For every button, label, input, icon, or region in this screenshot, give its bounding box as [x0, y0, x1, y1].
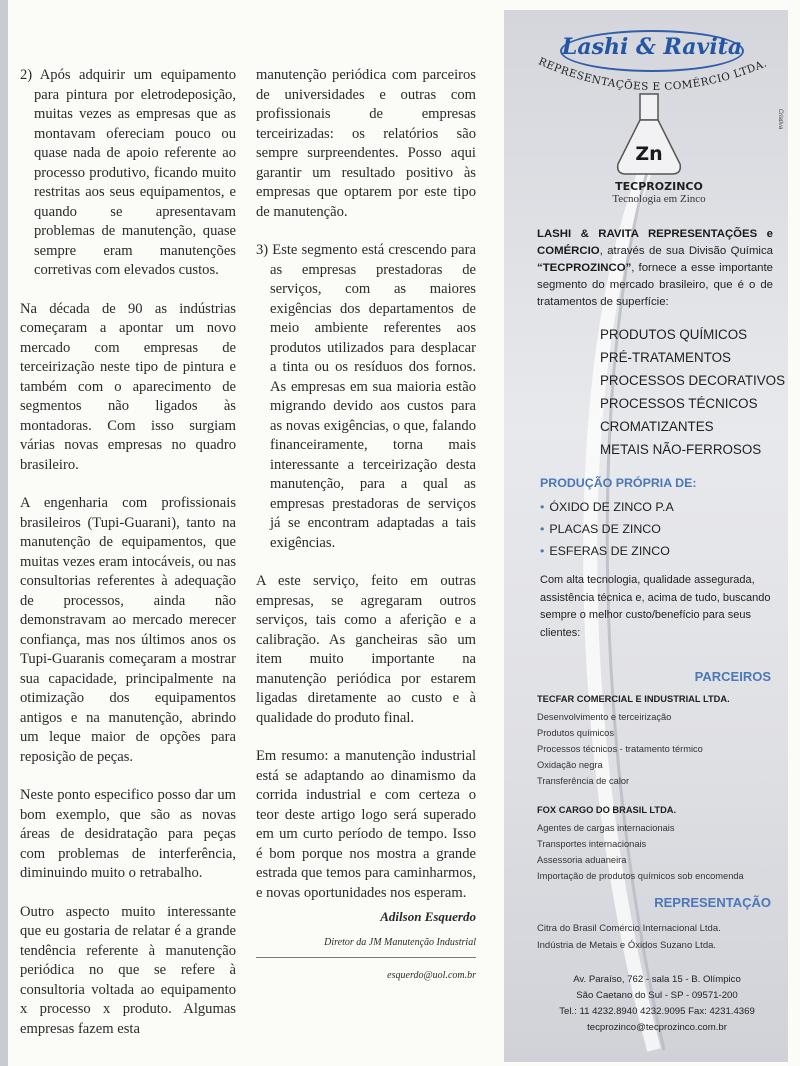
article-paragraph: A este serviço, feito em outras empresas, se agregaram outros serviços, tais como a aferição e a calibração. As gancheiras são um item muito importante na manutenção periódica por estarem ligadas diretamente ao custo e à qualidade do produto final. [256, 573, 476, 726]
service-item: Transferência de calor [537, 776, 630, 786]
contact-block [504, 972, 788, 1036]
bullet-icon: • [540, 500, 545, 514]
service-item: Agentes de cargas internacionais [537, 823, 675, 833]
bullet-icon: • [540, 544, 545, 558]
service-item: Desenvolvimento e terceirização [537, 712, 672, 722]
own-production-title: PRODUÇÃO PRÓPRIA DE: [540, 476, 697, 490]
own-item: • PLACAS DE ZINCO [540, 522, 661, 536]
service-item: Oxidação negra [537, 760, 603, 770]
division-title: TECPROZINCO [615, 180, 703, 193]
article-column-1 [20, 66, 236, 1039]
own-production-list [540, 496, 674, 562]
company-arc-text: REPRESENTAÇÕES E COMÉRCIO LTDA. [536, 55, 769, 94]
partners-title: PARCEIROS [694, 669, 771, 684]
signature-divider [256, 957, 476, 958]
article-column-2 [256, 66, 476, 986]
article-paragraph: Na década de 90 as indústrias começaram a apontar um novo mercado com empresas de terceirização neste tipo de pintura e também com o aparecimento de segmentos não ligados às montadoras. Com isso surgiam várias novas empresas no quadro brasileiro. [20, 300, 236, 473]
partner-name: TECFAR COMERCIAL E INDUSTRIAL LTDA. [537, 694, 730, 704]
intro-division: “TECPROZINCO” [537, 262, 632, 274]
address-line: São Caetano do Sul - SP - 09571-200 [576, 990, 738, 1001]
phone-line: Tel.: 11 4232.8940 4232.9095 Fax: 4231.4369 [559, 1006, 755, 1017]
article-paragraph: A engenharia com profissionais brasileiros (Tupi-Guarani), tanto na manutenção de equipamentos, que muitas vezes eram intocáveis, ou nas consultorias referentes à adequação de processos, ainda não demonstravam ao mercado merecer confiança, mas nos últimos anos os Tupi-Guaranis começaram a mostrar sua capacidade, principalmente na otimização dos equipamentos antigos e na manutenção, abrindo um leque maior de opções para reposição de peças. [20, 495, 236, 765]
article-paragraph: 3) Este segmento está crescendo para as empresas prestadoras de serviços, com as maiores exigências dos departamentos de meio ambiente referentes aos produtos utilizados para desplacar a tinta ou os resíduos dos fornos. As empresas em sua maioria estão migrando devido aos custos para as novas exigências, o que, falando financeiramente, torna mais interessante a terceirização desta manutenção, para a qual as empresas prestadoras de serviços já se encontram adaptadas a tais exigências. [256, 242, 476, 551]
product-item: PROCESSOS DECORATIVOS [600, 373, 786, 388]
partner-name: FOX CARGO DO BRASIL LTDA. [537, 805, 677, 815]
ad-blurb: Com alta tecnologia, qualidade assegurada, assistência técnica e, acima de tudo, buscando sempre o melhor custo/benefício para seus clientes: [540, 574, 771, 639]
representation-list [537, 920, 721, 954]
author-role: Diretor da JM Manutenção Industrial [324, 936, 476, 948]
bullet-icon: • [540, 522, 545, 536]
article-paragraph: Neste ponto especifico posso dar um bom exemplo, que são as novas áreas de desidratação para peças com problemas de interferência, diminuindo muito o retrabalho. [20, 787, 236, 881]
intro-text-end: , fornece a esse importante segmento do mercado brasileiro, que é o de tratamentos de superfície: [537, 262, 773, 308]
division-subtitle: Tecnologia em Zinco [612, 193, 706, 205]
product-item: PRODUTOS QUÍMICOS [600, 327, 748, 342]
product-item: CROMATIZANTES [600, 419, 714, 434]
service-item: Importação de produtos químicos sob encomenda [537, 871, 744, 881]
own-item: • ÓXIDO DE ZINCO P.A [540, 500, 674, 514]
service-item: Processos técnicos - tratamento térmico [537, 744, 703, 754]
article-paragraph: Em resumo: a manutenção industrial está se adaptando ao dinamismo da corrida industrial e com certeza o teor deste artigo logo será superado em um curto período de tempo. Isso é bom porque nos mostra a grande estrada que temos para caminharmos, e novas oportunidades nos esperam. [256, 748, 476, 901]
article-paragraph: manutenção periódica com parceiros de universidades e outras com profissionais de empresas terceirizadas: os relatórios são sempre surpreendentes. Posso aqui garantir um resultado positivo às empresas que optarem por este tipo de manutenção. [256, 67, 476, 220]
ad-intro [537, 226, 773, 311]
product-item: PROCESSOS TÉCNICOS [600, 396, 758, 411]
product-item: PRÉ-TRATAMENTOS [600, 350, 731, 365]
page-edge-strip [0, 0, 8, 1066]
partner-services [537, 709, 703, 789]
product-item: METAIS NÃO-FERROSOS [600, 442, 762, 457]
intro-company: LASHI & RAVITA REPRESENTAÇÕES e COMÉRCIO [537, 228, 773, 257]
author-email: esquerdo@uol.com.br [387, 970, 476, 981]
flask-label: Zn [635, 143, 663, 165]
article-paragraph: Outro aspecto muito interessante que eu gostaria de relatar é a grande tendência referente à manutenção periódica no que se refere à consultoria voltada ao equipamento x processo x produto. Algumas empresas fazem esta [20, 903, 236, 1037]
company-logo: Lashi & Ravita [561, 34, 743, 60]
service-item: Transportes internacionais [537, 839, 647, 849]
flask-icon [614, 92, 684, 178]
address-line: Av. Paraíso, 762 - sala 15 - B. Olímpico [573, 974, 741, 985]
agency-credit: Criativa [776, 108, 783, 130]
service-item: Assessoria aduaneira [537, 855, 627, 865]
representation-item: Indústria de Metais e Óxidos Suzano Ltda. [537, 940, 717, 951]
author-name: Adilson Esquerdo [380, 909, 476, 924]
partner-services [537, 820, 744, 884]
division-block [584, 180, 734, 205]
article-paragraph: 2) Após adquirir um equipamento para pintura por eletrodeposição, muitas vezes as empresas que as montavam ofereciam pouco ou quase nada de apoio referente ao processo produtivo, ficando muito restritas aos seus equipamentos, e quando se apresentavam problemas de manutenção, quase sempre eram manutenções corretivas com elevados custos. [20, 67, 236, 278]
advertisement-panel [504, 10, 788, 1062]
email-line: tecprozinco@tecprozinco.com.br [587, 1022, 727, 1033]
own-item: • ESFERAS DE ZINCO [540, 544, 670, 558]
intro-text: , através de sua Divisão Química [599, 245, 773, 257]
representation-item: Citra do Brasil Comércio Internacional Ltda. [537, 923, 721, 934]
product-list [600, 323, 785, 461]
service-item: Produtos químicos [537, 728, 614, 738]
representation-title: REPRESENTAÇÃO [654, 895, 771, 910]
